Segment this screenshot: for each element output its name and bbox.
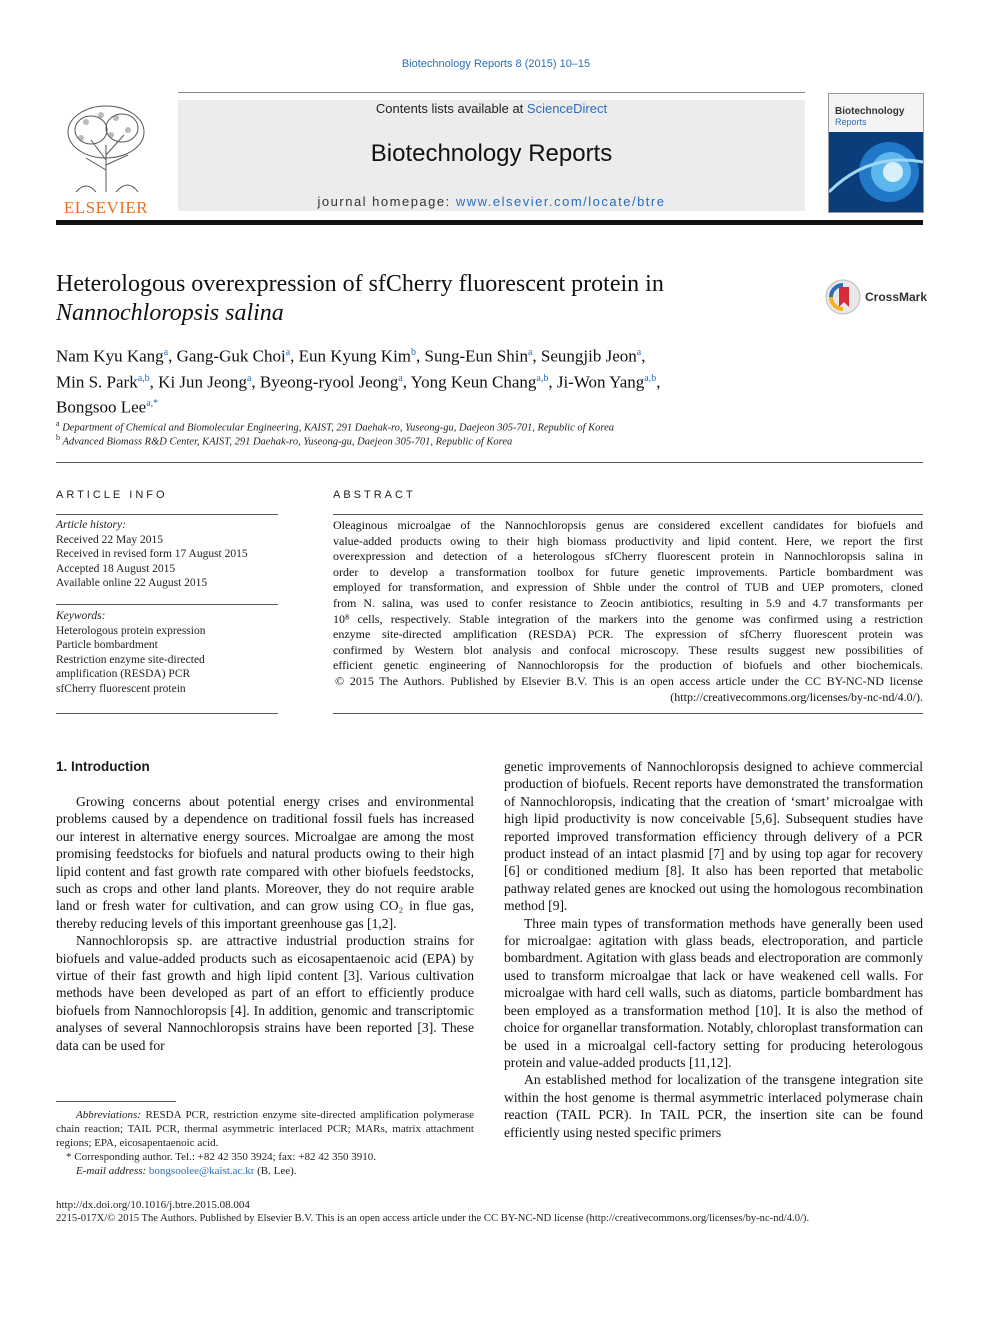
abbrev-label: Abbreviations: — [76, 1109, 141, 1121]
author-name[interactable]: Byeong-ryool Jeong — [259, 372, 399, 392]
abstract-line: enzyme site-directed amplification (RESDA) PCR. The expression of sfCherry fluorescent protein was — [333, 627, 923, 642]
crossmark-icon — [825, 279, 861, 315]
author-affil-sup[interactable]: a,b — [536, 372, 549, 384]
author-name[interactable]: Yong Keun Chang — [410, 372, 537, 392]
authors-line-3 — [56, 393, 816, 419]
affiliation-text: Advanced Biomass R&D Center, KAIST, 291 Daehak-ro, Yuseong-gu, Daejeon 305-701, Republic of Korea — [62, 436, 513, 448]
author-name[interactable]: Seungjib Jeon — [540, 346, 637, 366]
keywords-label: Keywords: — [56, 610, 106, 622]
article-info-rule — [56, 514, 278, 515]
abbrev-text: RESDA PCR, restriction enzyme site-directed amplification polymerase chain reaction; TAIL PCR, thermal asymmetric interlaced PCR; MARs, matrix attachment regions; EPA, eicosapentaenoic acid. — [56, 1109, 475, 1149]
title-line-1: Heterologous overexpression of sfCherry fluorescent protein in — [56, 271, 664, 297]
abstract-line: efficient genetic engineering of Nannochloropsis for the production of biofuels and other biochemicals. — [333, 658, 923, 673]
homepage-prefix: journal homepage: — [317, 194, 456, 209]
keyword: Particle bombardment — [56, 639, 158, 651]
email-footnote — [56, 1164, 474, 1178]
sciencedirect-link[interactable]: ScienceDirect — [526, 101, 608, 116]
affiliation-rule — [56, 462, 923, 463]
intro-right-column — [504, 758, 923, 1141]
intro-paragraph: Three main types of transformation methods have generally been used for microalgae: agitation with glass beads, electroporation, and particle bombardment. Agitation with glass beads and electroporation are commonly used to transform microalgae that lack or have weakened cell walls. For microalgae with hard cell walls, such as diatoms, particle bombardment has been employed as a transformation method [10]. It is also the method of choice for organellar transformation. Notably, chloroplast transformation can be used in a microalgal cell-factory setting for producing heterologous protein and value-added products [11,12]. — [504, 915, 923, 1070]
journal-homepage — [178, 194, 805, 209]
abstract-license-url[interactable]: (http://creativecommons.org/licenses/by-nc-nd/4.0/). — [670, 689, 923, 704]
history-revised: Received in revised form 17 August 2015 — [56, 548, 248, 560]
header-top-rule — [178, 92, 805, 93]
author-affil-sup[interactable]: a — [636, 347, 642, 358]
authors-line-1: Nam Kyu Kang$^a$, Gang-Guk Choi$^a$, Eun Kyung Kim$^b$, Sung-Eun Shin$^a$, Seungjib Jeon$^a$, — [56, 346, 646, 366]
author-affil-sup[interactable]: b — [411, 347, 417, 358]
author-name[interactable]: Sung-Eun Shin — [424, 346, 528, 366]
affiliation-a — [56, 419, 614, 434]
affiliation-sup: b — [56, 433, 60, 442]
footnotes — [56, 1108, 474, 1178]
author-name[interactable]: Ki Jun Jeong — [158, 372, 247, 392]
author-affil-sup[interactable]: a — [246, 372, 252, 384]
abstract-line: 10⁸ cells, respectively. Stable integration of the markers into the genome was confirmed using a restriction — [333, 611, 923, 626]
email-link[interactable]: bongsoolee@kaist.ac.kr — [148, 1165, 255, 1177]
affiliation-text: Department of Chemical and Biomolecular Engineering, KAIST, 291 Daehak-ro, Yuseong-gu, Daejeon 305-701, Republic of Korea — [62, 422, 615, 434]
author-affil-sup[interactable]: a,b — [644, 372, 657, 384]
author-name[interactable]: Min S. Park — [56, 372, 138, 392]
corresponding-footnote: * Corresponding author. Tel.: +82 42 350 3924; fax: +82 42 350 3910. — [66, 1151, 376, 1163]
crossmark-label: CrossMark — [865, 290, 928, 304]
abbreviations-footnote — [56, 1108, 474, 1150]
author-affil-sup[interactable]: a — [527, 347, 533, 358]
cover-subtitle: Reports — [835, 117, 867, 127]
article-title — [56, 270, 776, 328]
author-name[interactable]: Nam Kyu Kang — [56, 346, 164, 366]
intro-paragraph: An established method for localization of the transgene integration site within the host genome is thermal asymmetric interlaced polymerase chain reaction (TAIL PCR). In TAIL PCR, the insertion site can be found efficiently using nested specific primers — [504, 1072, 923, 1140]
author-affil-sup[interactable]: a — [163, 347, 169, 358]
abstract-line: value-added products owing to their high biomass productivity and lipid content. Here, we report the first — [333, 533, 923, 548]
keyword: Heterologous protein expression — [56, 624, 206, 637]
abstract-line: overexpression and detection of a heterologous sfCherry fluorescent protein in Nannochloropsis salina in — [333, 549, 923, 564]
abstract-line: employed for transformation, and expression of Shble under the control of TUB and UEP promoters, cloned — [333, 580, 923, 595]
footnote-rule — [56, 1101, 176, 1102]
authors-line-2: Min S. Park$^{a,b}$, Ki Jun Jeong$^a$, Byeong-ryool Jeong$^a$, Yong Keun Chang$^{a,b}$, Ji-Won Yang$^{a,b}$, — [56, 372, 661, 392]
homepage-link[interactable]: www.elsevier.com/locate/btre — [455, 194, 666, 209]
email-label: E-mail address: — [76, 1165, 149, 1177]
cover-title: Biotechnology — [835, 106, 905, 117]
intro-paragraph: Nannochloropsis sp. are attractive industrial production strains for biofuels and value-added products such as eicosapentaenoic acid (EPA) by virtue of their fast growth and high lipid content [3]. Various cultivation methods have been developed as part of an effort to efficiently produce biofuels from Nannochloropsis [4]. In addition, genomic and transcriptomic analyses of several Nannochloropsis strains have been reported [3]. These data can be used for — [56, 933, 474, 1053]
author-affil-sup[interactable]: a — [285, 347, 291, 358]
author-name[interactable]: Ji-Won Yang — [556, 372, 645, 392]
intro-paragraph: Growing concerns about potential energy crises and environmental problems caused by a dependence on traditional fossil fuels has increased our interest in alternative energy sources. Microalgae are among the most promising feedstocks for biofuels and natural products owing to their high lipid content and fast growth rate compared with other biofuels feedstocks, such as crops and other land plants. Moreover, they do not require arable land or fresh water for cultivation, and can grow using CO₂ in flue gas, thereby reducing levels of this important greenhouse gas [1,2]. — [56, 794, 474, 931]
abstract-line: confirmed by Western blot analysis and confocal microscopy. These results suggest new possibilities of — [333, 642, 923, 657]
intro-heading: 1. Introduction — [56, 759, 150, 774]
article-info-bottom-rule — [56, 713, 278, 714]
article-history — [56, 518, 278, 591]
author-name[interactable]: Eun Kyung Kim — [298, 346, 412, 366]
keyword: sfCherry fluorescent protein — [56, 682, 186, 695]
intro-left-column — [56, 793, 474, 1054]
header-thick-rule — [56, 220, 923, 225]
journal-name: Biotechnology Reports — [370, 140, 613, 167]
author-affil-sup[interactable]: a,* — [146, 398, 159, 410]
journal-cover[interactable] — [828, 93, 924, 213]
history-label: Article history: — [56, 519, 126, 531]
abstract-rule — [333, 514, 923, 515]
footer-license: 2215-017X/© 2015 The Authors. Published by Elsevier B.V. This is an open access article under the CC BY-NC-ND license (http://creativecommons.org/licenses/by-nc-nd/4.0/). — [56, 1213, 810, 1224]
contents-line — [178, 101, 805, 116]
intro-paragraph: genetic improvements of Nannochloropsis designed to achieve commercial production of biofuels. Recent reports have demonstrated the transformation of Nannochloropsis, indicating that the creation of ‘smart’ microalgae with high lipid productivity is now conceivable [5,6]. Subsequent studies have reported improved transformation efficiency through delivery of a PCR product instead of an intact plasmid [7] and by using top agar for recovery [6] or conditioned medium [8]. It also has been reported that metabolic pathway related genes are knocked out using the homologous recombination method [9]. — [504, 759, 923, 914]
abstract-line: Oleaginous microalgae of the Nannochloropsis genus are considered excellent candidates for biofuels and — [333, 518, 923, 532]
keywords-rule — [56, 604, 278, 605]
keyword: Restriction enzyme site-directed — [56, 653, 205, 666]
affiliation-b — [56, 433, 512, 448]
abstract-line: order to develop a transformation toolbox for future genetic improvements. Particle bombardment was — [333, 564, 923, 579]
keywords — [56, 609, 278, 696]
doi-link[interactable]: http://dx.doi.org/10.1016/j.btre.2015.08.004 — [56, 1199, 250, 1211]
history-accepted: Accepted 18 August 2015 — [56, 562, 176, 575]
cover-art-icon — [829, 132, 923, 212]
keyword: amplification (RESDA) PCR — [56, 668, 191, 680]
journal-reference[interactable]: Biotechnology Reports 8 (2015) 10–15 — [401, 58, 591, 70]
abstract-heading: ABSTRACT — [333, 489, 416, 501]
history-online: Available online 22 August 2015 — [56, 577, 208, 589]
article-info-heading: ARTICLE INFO — [56, 489, 168, 501]
author-affil-sup[interactable]: a,b — [137, 372, 150, 384]
abstract-bottom-rule — [333, 713, 923, 714]
author-affil-sup[interactable]: a — [398, 372, 403, 384]
contents-prefix: Contents lists available at — [375, 101, 527, 116]
author-name[interactable]: Bongsoo Lee — [56, 397, 147, 417]
history-received: Received 22 May 2015 — [56, 533, 163, 546]
elsevier-logo — [56, 100, 156, 217]
email-suffix: (B. Lee). — [254, 1165, 297, 1177]
affiliation-sup: a — [56, 419, 60, 428]
abstract-line: from N. salina, was used to confer resistance to Zeocin antibiotics, resulting in 5.9 and 4.7 transformants per — [333, 595, 923, 610]
author-list — [56, 342, 816, 419]
abstract-license: © 2015 The Authors. Published by Elsevier B.V. This is an open access article under the CC BY-NC-ND license — [335, 673, 923, 688]
abstract-body — [333, 518, 923, 705]
author-name[interactable]: Gang-Guk Choi — [176, 346, 286, 366]
crossmark-badge[interactable] — [825, 279, 928, 315]
title-line-2: Nannochloropsis salina — [56, 300, 284, 326]
elsevier-tree-icon — [56, 100, 156, 195]
elsevier-wordmark: ELSEVIER — [63, 198, 149, 217]
